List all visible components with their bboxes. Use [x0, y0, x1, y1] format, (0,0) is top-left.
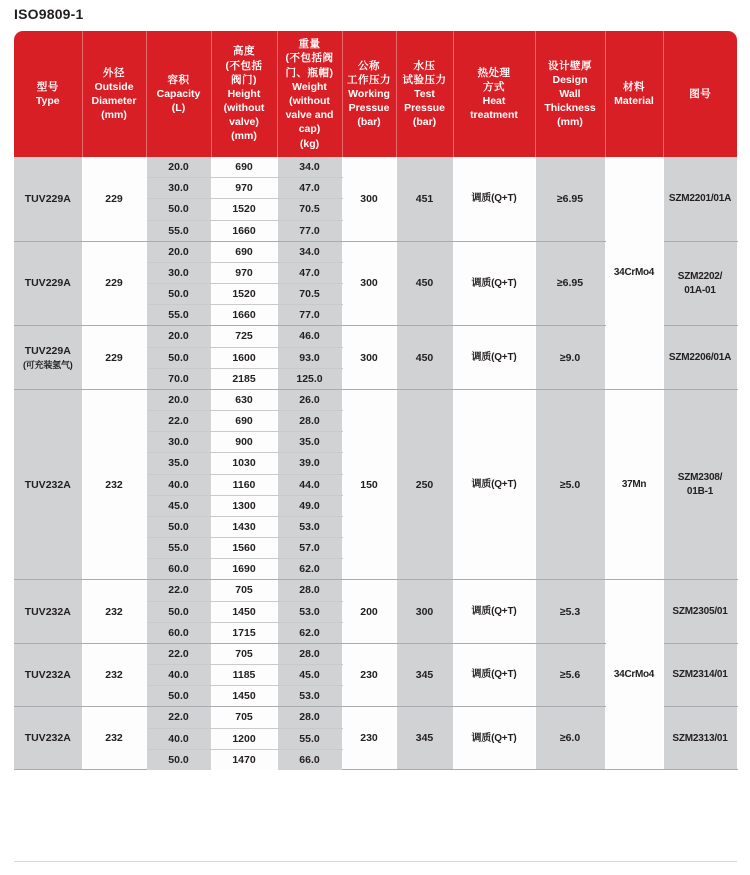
- header-wgt-cn3: 门、瓶帽): [285, 66, 334, 79]
- cell-wall-thickness: ≥5.0: [535, 389, 605, 580]
- header-wp-cn2: 工作压力: [347, 73, 391, 86]
- cell-drawing-no: SZM2314/01: [663, 643, 737, 707]
- cell-height: 1715: [211, 622, 277, 643]
- cell-capacity: 45.0: [146, 495, 211, 516]
- header-heat-cn2: 方式: [483, 80, 505, 93]
- cell-capacity: 30.0: [146, 432, 211, 453]
- cell-weight: 57.0: [277, 538, 342, 559]
- cell-test-pressure: 345: [396, 707, 453, 770]
- cell-working-pressure: 230: [342, 643, 396, 707]
- cell-drawing-no: SZM2201/01A: [663, 157, 737, 241]
- header-mat-en: Material: [614, 95, 654, 107]
- header-thick-cn: 设计壁厚: [548, 59, 592, 72]
- cell-outside-diameter: 232: [82, 580, 146, 644]
- header-weight: [277, 31, 342, 157]
- header-drawing-no: [663, 31, 737, 157]
- cell-weight: 77.0: [277, 220, 342, 241]
- cell-capacity: 55.0: [146, 305, 211, 326]
- cell-capacity: 50.0: [146, 686, 211, 707]
- cell-type: TUV232A: [14, 643, 82, 707]
- cell-weight: 47.0: [277, 178, 342, 199]
- cell-capacity: 20.0: [146, 326, 211, 347]
- cell-weight: 35.0: [277, 432, 342, 453]
- cell-working-pressure: 300: [342, 326, 396, 390]
- cell-capacity: 50.0: [146, 199, 211, 220]
- cell-height: 690: [211, 241, 277, 262]
- cell-height: 725: [211, 326, 277, 347]
- cell-test-pressure: 250: [396, 389, 453, 580]
- cell-weight: 44.0: [277, 474, 342, 495]
- cell-height: 900: [211, 432, 277, 453]
- header-wp-en2: Pressue: [348, 102, 390, 115]
- cell-heat-treatment: 调质(Q+T): [453, 707, 535, 770]
- cell-height: 690: [211, 157, 277, 178]
- cell-material: 37Mn: [605, 389, 663, 580]
- cell-capacity: 50.0: [146, 601, 211, 622]
- header-wall-thickness: [535, 31, 605, 157]
- cell-capacity: 50.0: [146, 516, 211, 537]
- cell-height: 1200: [211, 728, 277, 749]
- header-wgt-unit: (kg): [299, 137, 320, 150]
- header-od-unit: (mm): [101, 109, 127, 122]
- cell-capacity: 60.0: [146, 559, 211, 580]
- cell-capacity: 40.0: [146, 665, 211, 686]
- cell-height: 970: [211, 262, 277, 283]
- cell-height: 1450: [211, 686, 277, 707]
- cell-weight: 125.0: [277, 368, 342, 389]
- cell-material: 34CrMo4: [605, 157, 663, 389]
- cell-height: 1430: [211, 516, 277, 537]
- cell-weight: 62.0: [277, 559, 342, 580]
- cell-height: 705: [211, 643, 277, 664]
- header-test-pressure: [396, 31, 453, 157]
- cell-capacity: 55.0: [146, 220, 211, 241]
- cell-test-pressure: 300: [396, 580, 453, 644]
- cell-height: 1660: [211, 305, 277, 326]
- cell-height: 1470: [211, 749, 277, 770]
- header-mat-cn: 材料: [623, 80, 645, 93]
- table-row: [14, 389, 737, 410]
- cell-heat-treatment: 调质(Q+T): [453, 326, 535, 390]
- cell-type: TUV232A: [14, 580, 82, 644]
- cell-type: TUV232A: [14, 707, 82, 770]
- cell-weight: 62.0: [277, 622, 342, 643]
- cell-height: 705: [211, 580, 277, 601]
- cell-wall-thickness: ≥6.95: [535, 241, 605, 326]
- cell-height: 1600: [211, 347, 277, 368]
- cell-capacity: 20.0: [146, 157, 211, 178]
- cell-type: TUV229A: [14, 241, 82, 326]
- cell-capacity: 35.0: [146, 453, 211, 474]
- cell-heat-treatment: 调质(Q+T): [453, 643, 535, 707]
- cell-weight: 49.0: [277, 495, 342, 516]
- header-hgt-en2: (without: [223, 102, 265, 115]
- cell-test-pressure: 451: [396, 157, 453, 241]
- cell-capacity: 20.0: [146, 241, 211, 262]
- cell-weight: 70.5: [277, 284, 342, 305]
- header-cap-cn: 容积: [167, 73, 190, 86]
- cell-capacity: 60.0: [146, 622, 211, 643]
- cell-wall-thickness: ≥6.0: [535, 707, 605, 770]
- cell-capacity: 40.0: [146, 474, 211, 495]
- cell-weight: 53.0: [277, 601, 342, 622]
- cell-weight: 28.0: [277, 643, 342, 664]
- header-draw-cn: 图号: [689, 87, 712, 100]
- table-bottom-rule: [14, 861, 737, 862]
- cell-test-pressure: 450: [396, 241, 453, 326]
- cell-weight: 34.0: [277, 157, 342, 178]
- header-thick-unit: (mm): [557, 116, 583, 129]
- cell-weight: 47.0: [277, 262, 342, 283]
- header-tp-en1: Test: [414, 87, 435, 100]
- header-wgt-cn2: (不包括阀: [285, 52, 334, 65]
- cell-height: 1185: [211, 665, 277, 686]
- cell-weight: 46.0: [277, 326, 342, 347]
- cell-capacity: 50.0: [146, 749, 211, 770]
- cell-height: 1160: [211, 474, 277, 495]
- header-row: [14, 31, 737, 157]
- cell-height: 1660: [211, 220, 277, 241]
- header-wgt-en4: cap): [298, 123, 321, 136]
- cell-type: TUV229A (可充装氢气): [14, 326, 82, 390]
- page-title: ISO9809-1: [14, 6, 84, 22]
- header-heat-cn1: 热处理: [477, 66, 511, 79]
- cell-wall-thickness: ≥6.95: [535, 157, 605, 241]
- header-wgt-en1: Weight: [292, 80, 327, 93]
- header-working-pressure: [342, 31, 396, 157]
- header-cap-en: Capacity: [156, 87, 201, 100]
- header-cap-unit: (L): [171, 102, 186, 115]
- header-thick-en1: Design: [552, 73, 588, 86]
- cell-working-pressure: 300: [342, 241, 396, 326]
- table-row: [14, 157, 737, 178]
- header-wgt-cn1: 重量: [298, 38, 321, 51]
- cell-type: TUV232A: [14, 389, 82, 580]
- cell-wall-thickness: ≥5.6: [535, 643, 605, 707]
- cell-weight: 28.0: [277, 411, 342, 432]
- cell-wall-thickness: ≥5.3: [535, 580, 605, 644]
- cell-height: 1520: [211, 199, 277, 220]
- header-od-en2: Diameter: [91, 95, 137, 107]
- header-capacity: [146, 31, 211, 157]
- header-height: [211, 31, 277, 157]
- cell-capacity: 20.0: [146, 389, 211, 410]
- header-hgt-cn1: 高度: [233, 45, 255, 58]
- cell-height: 2185: [211, 368, 277, 389]
- cell-outside-diameter: 229: [82, 157, 146, 241]
- header-tp-unit: (bar): [412, 116, 437, 129]
- cell-capacity: 22.0: [146, 411, 211, 432]
- header-outside-diameter: [82, 31, 146, 157]
- cell-capacity: 22.0: [146, 707, 211, 728]
- header-wp-unit: (bar): [357, 116, 381, 129]
- cell-outside-diameter: 232: [82, 707, 146, 770]
- cell-height: 1690: [211, 559, 277, 580]
- cell-weight: 77.0: [277, 305, 342, 326]
- header-wgt-en2: (without: [289, 95, 330, 107]
- header-hgt-unit: (mm): [231, 130, 257, 143]
- cell-height: 1030: [211, 453, 277, 474]
- header-thick-en3: Thickness: [544, 102, 596, 115]
- cell-capacity: 40.0: [146, 728, 211, 749]
- cylinder-specification-table: [14, 31, 738, 770]
- cell-drawing-no: SZM2202/ 01A-01: [663, 241, 737, 326]
- cell-outside-diameter: 232: [82, 389, 146, 580]
- header-wp-en1: Working: [348, 87, 390, 100]
- cell-capacity: 30.0: [146, 178, 211, 199]
- cell-weight: 55.0: [277, 728, 342, 749]
- cell-working-pressure: 230: [342, 707, 396, 770]
- cell-type-sublabel: (可充装氢气): [22, 359, 73, 370]
- cell-material: 34CrMo4: [605, 580, 663, 770]
- header-wgt-en3: valve and: [285, 109, 334, 122]
- cell-capacity: 50.0: [146, 284, 211, 305]
- cell-wall-thickness: ≥9.0: [535, 326, 605, 390]
- header-hgt-en3: valve): [229, 116, 259, 129]
- spec-table-container: [14, 31, 737, 770]
- cell-test-pressure: 450: [396, 326, 453, 390]
- cell-heat-treatment: 调质(Q+T): [453, 580, 535, 644]
- header-hgt-cn2: (不包括: [225, 59, 263, 72]
- cell-height: 970: [211, 178, 277, 199]
- cell-weight: 93.0: [277, 347, 342, 368]
- header-type-cn: 型号: [36, 80, 59, 93]
- header-tp-en2: Pressue: [404, 102, 445, 115]
- cell-type: TUV229A: [14, 157, 82, 241]
- header-heat-en2: treatment: [470, 109, 518, 122]
- cell-height: 1450: [211, 601, 277, 622]
- header-thick-en2: Wall: [559, 87, 581, 100]
- cell-working-pressure: 200: [342, 580, 396, 644]
- cell-capacity: 22.0: [146, 643, 211, 664]
- header-tp-cn2: 试验压力: [402, 73, 447, 86]
- cell-heat-treatment: 调质(Q+T): [453, 241, 535, 326]
- header-tp-cn1: 水压: [413, 59, 436, 72]
- cell-capacity: 55.0: [146, 538, 211, 559]
- header-wp-cn1: 公称: [358, 59, 380, 72]
- cell-weight: 28.0: [277, 580, 342, 601]
- cell-weight: 53.0: [277, 686, 342, 707]
- cell-capacity: 22.0: [146, 580, 211, 601]
- table-body: [14, 157, 737, 770]
- cell-capacity: 70.0: [146, 368, 211, 389]
- cell-capacity: 30.0: [146, 262, 211, 283]
- cell-weight: 66.0: [277, 749, 342, 770]
- header-type-en: Type: [35, 95, 60, 107]
- header-od-cn: 外径: [103, 66, 125, 79]
- header-heat-treatment: [453, 31, 535, 157]
- cell-outside-diameter: 229: [82, 326, 146, 390]
- cell-drawing-no: SZM2206/01A: [663, 326, 737, 390]
- cell-height: 705: [211, 707, 277, 728]
- header-hgt-en1: Height: [227, 87, 261, 100]
- cell-weight: 34.0: [277, 241, 342, 262]
- header-od-en1: Outside: [94, 80, 134, 93]
- cell-heat-treatment: 调质(Q+T): [453, 157, 535, 241]
- cell-height: 630: [211, 389, 277, 410]
- header-heat-en1: Heat: [482, 95, 506, 107]
- cell-outside-diameter: 232: [82, 643, 146, 707]
- cell-weight: 39.0: [277, 453, 342, 474]
- cell-weight: 26.0: [277, 389, 342, 410]
- cell-capacity: 50.0: [146, 347, 211, 368]
- cell-drawing-no: SZM2305/01: [663, 580, 737, 644]
- cell-drawing-no: SZM2308/ 01B-1: [663, 389, 737, 580]
- cell-weight: 53.0: [277, 516, 342, 537]
- header-hgt-cn3: 阀门): [231, 73, 257, 86]
- cell-height: 1560: [211, 538, 277, 559]
- table-header: [14, 31, 737, 157]
- header-material: [605, 31, 663, 157]
- cell-drawing-no: SZM2313/01: [663, 707, 737, 770]
- cell-test-pressure: 345: [396, 643, 453, 707]
- cell-heat-treatment: 调质(Q+T): [453, 389, 535, 580]
- header-type: [14, 31, 82, 157]
- cell-weight: 45.0: [277, 665, 342, 686]
- cell-height: 690: [211, 411, 277, 432]
- cell-weight: 28.0: [277, 707, 342, 728]
- cell-height: 1300: [211, 495, 277, 516]
- cell-working-pressure: 300: [342, 157, 396, 241]
- cell-weight: 70.5: [277, 199, 342, 220]
- cell-height: 1520: [211, 284, 277, 305]
- table-row: [14, 580, 737, 601]
- cell-outside-diameter: 229: [82, 241, 146, 326]
- cell-working-pressure: 150: [342, 389, 396, 580]
